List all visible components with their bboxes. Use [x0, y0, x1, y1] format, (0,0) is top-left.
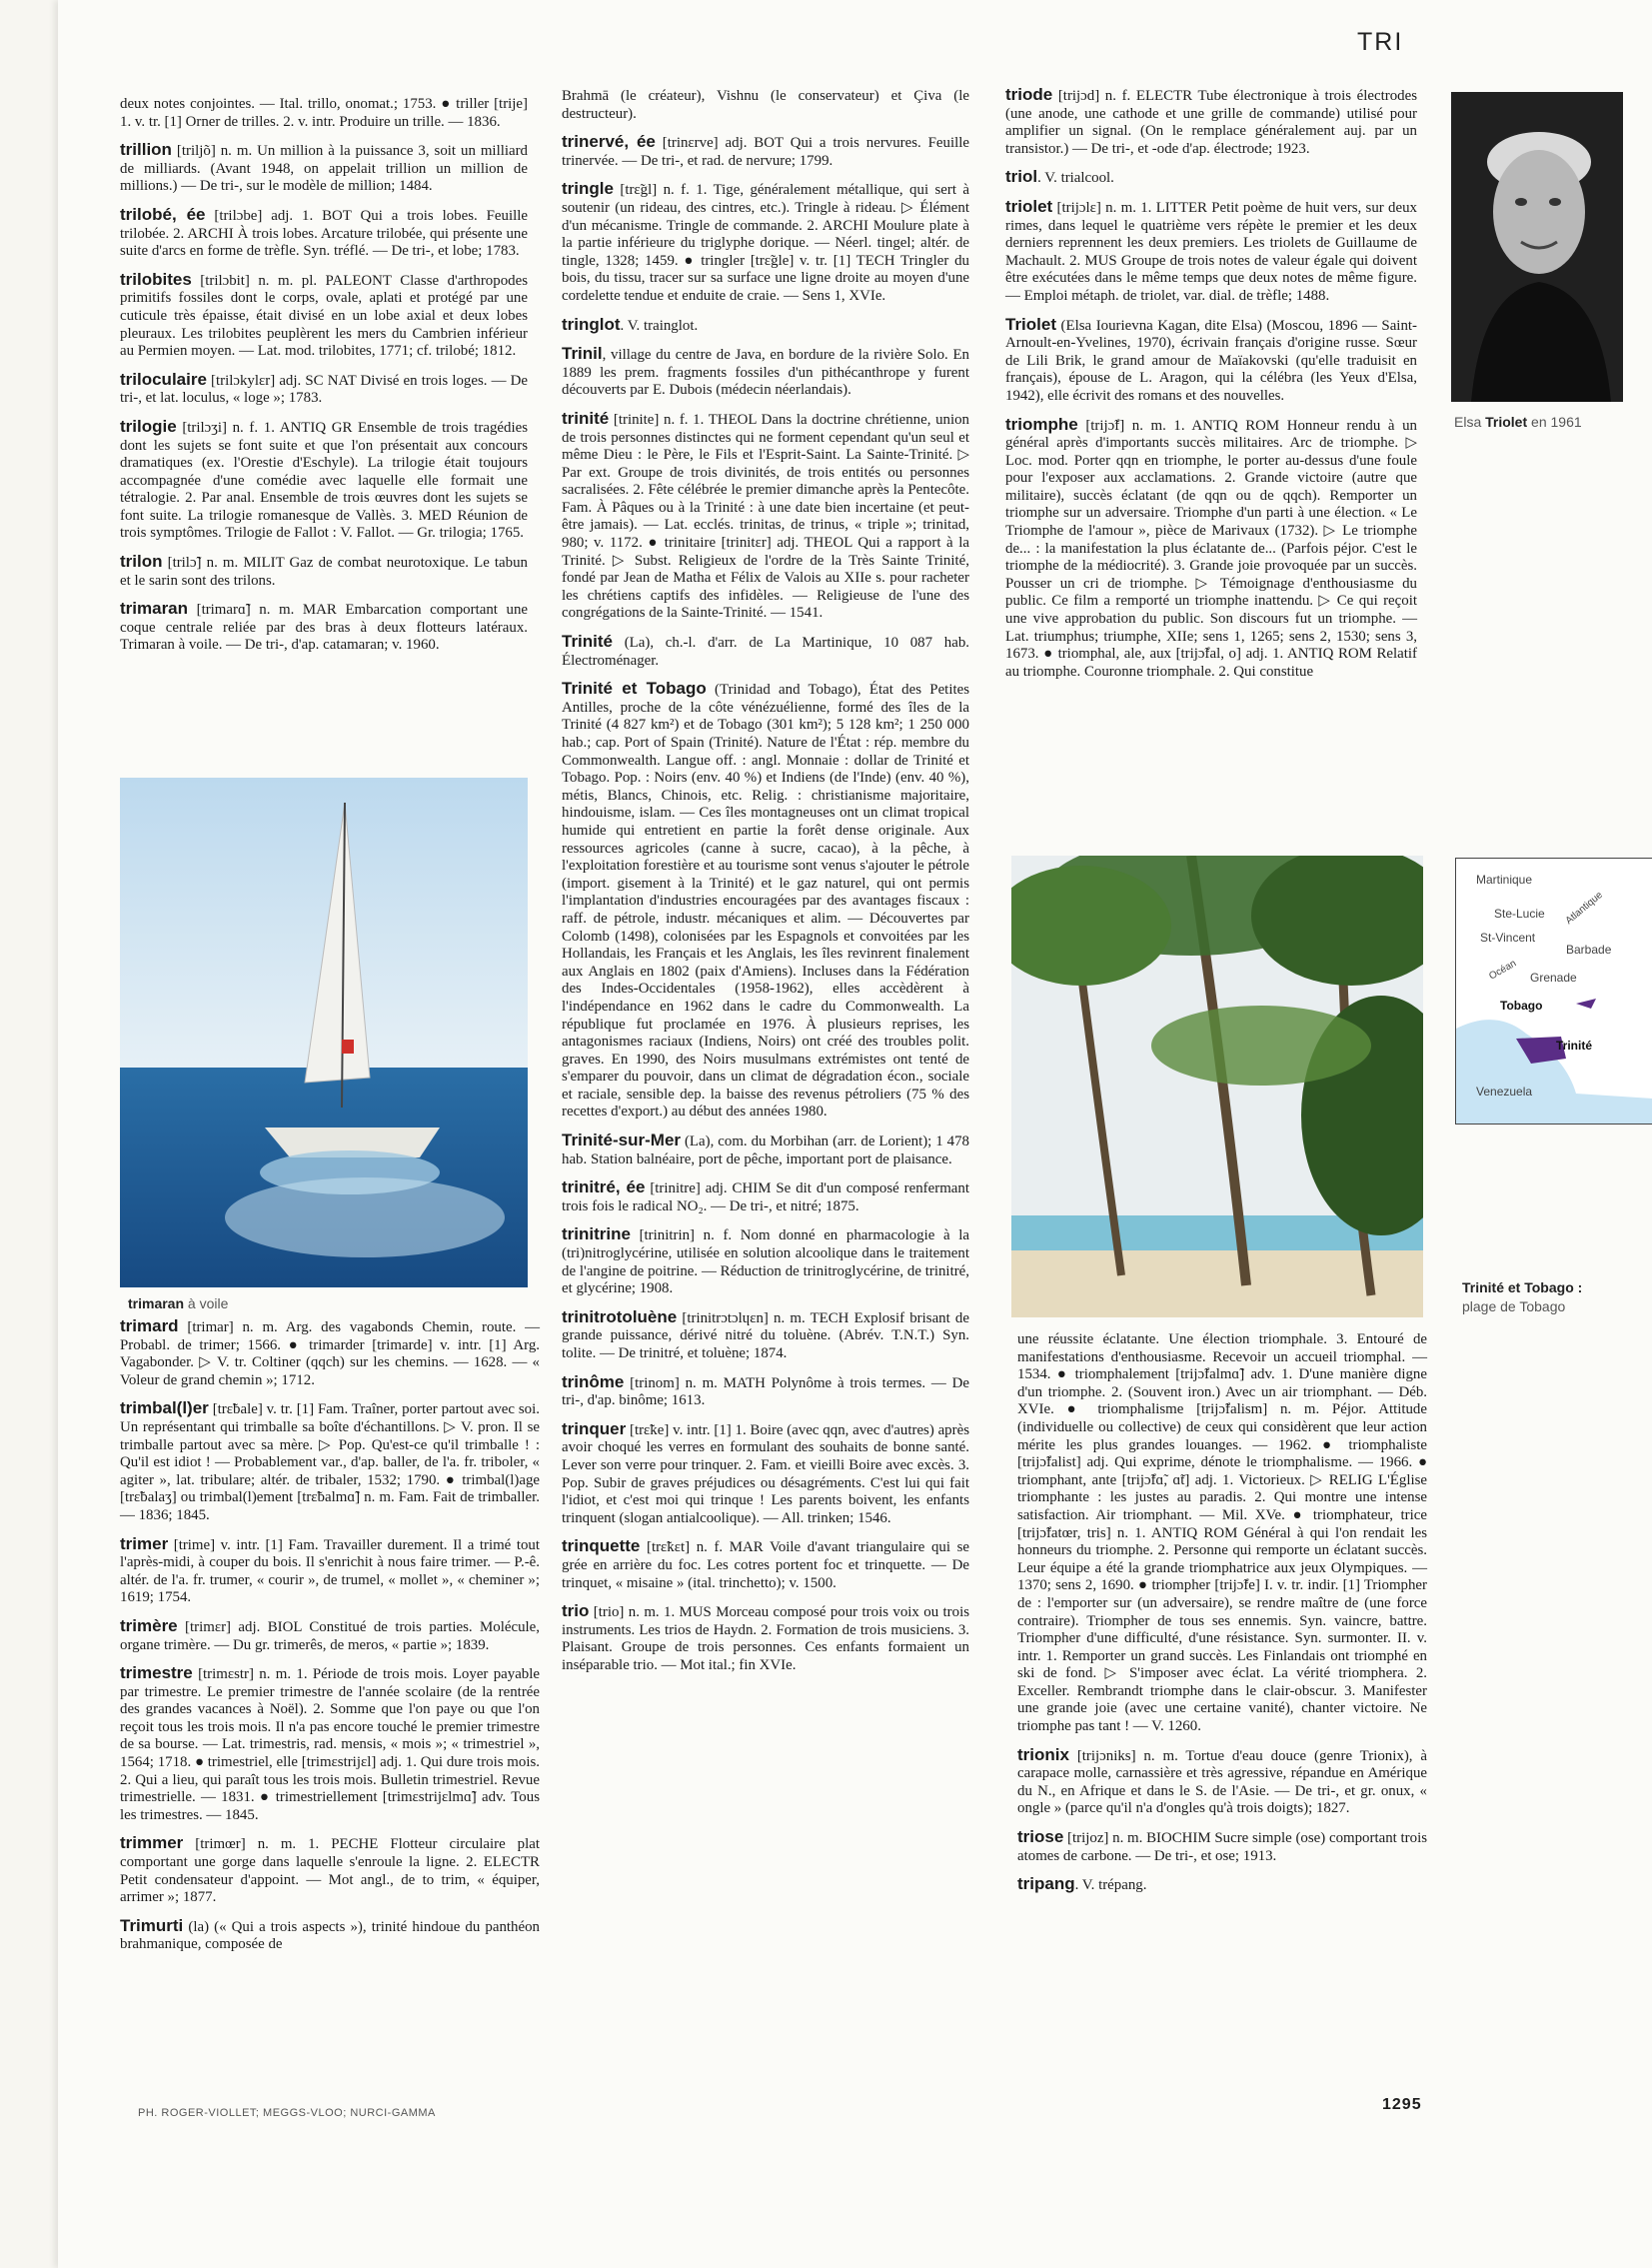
- column-3-bottom: [1017, 1331, 1427, 1905]
- tobago-beach-photo: [1011, 856, 1423, 1317]
- map-label-grenade: Grenade: [1530, 971, 1577, 985]
- triolet-caption: Elsa Triolet en 1961: [1454, 414, 1582, 430]
- entry-trilobe: trilobé, ée [trilɔbe] adj. 1. BOT Qui a trois lobes. Feuille trilobée. 2. ARCHI À trois lobes. Arcature trilobée, qui présente une suite d'arcs en forme de trèfle. Syn. tréflé. — De tri-, et lobe; 1783.: [120, 204, 528, 260]
- entry-trimmer: trimmer [trimœr] n. m. 1. PECHE Flotteur circulaire plat comportant une gorge dans laquelle s'enroule la ligne. 2. ELECTR Petit condensateur d'appoint. — Mot angl., de to trim, « équiper, arrimer »; 1877.: [120, 1833, 540, 1906]
- entry-trio: trio [trio] n. m. 1. MUS Morceau composé pour trois voix ou trois instruments. Les trios de Haydn. 2. Formation de trois musiciens. 3. Plaisant. Groupe de trois personnes. Ces enfants formaient un inséparable trio. — Mot ital.; fin XVIe.: [562, 1601, 969, 1673]
- entry-trimaran: trimaran [trimarɑ̃] n. m. MAR Embarcation comportant une coque centrale reliée par des bras à deux flotteurs latéraux. Trimaran à voile. — De tri-, d'ap. catamaran; v. 1960.: [120, 599, 528, 654]
- palm-beach-illustration: [1011, 856, 1423, 1317]
- column-1-top: [120, 96, 528, 665]
- entry-triomphal-cont: une réussite éclatante. Une élection triomphale. 3. Entouré de manifestations d'enthousiasme. Recevoir un accueil triomphal. — 1534. ● triomphalement [trijɔ̃falmɑ̃] adv. 1. D'une manière digne d'un triomphe. 2. (Souvent iron.) Avec un air triomphant. — Déb. XVIe. ● triomphalisme [trijɔ̃falism] n. m. Péjor. Attitude (individuelle ou collective) de ceux qui considèrent que leur action mérite les plus grandes louanges. — 1962. ● triomphaliste [trijɔ̃falist] adj. Qui exprime, dénote le triomphalisme. — 1966. ● triomphant, ante [trijɔ̃fɑ̃, ɑ̃t] adj. 1. Victorieux. ▷ RELIG L'Église triomphante : les justes au paradis. 2. Qui montre une intense satisfaction. Air triomphant. — Mil. XVe. ● triomphateur, trice [trijɔ̃fatœr, tris] n. 1. ANTIQ ROM Général à qui l'on rendait les honneurs du triomphe. 2. Personne qui remporte un éclatant succès. Leur équipe a été la grande triomphatrice aux jeux Olympiques. — 1370; sens 2, 1690. ● triompher [trijɔ̃fe] I. v. tr. indir. [1] Triompher de : l'emporter sur (un adversaire), se rendre maître de (une force contraire). Triompher de tous ses ennemis. Syn. vaincre, battre. Triompher d'une difficulté, d'une résistance. Syn. surmonter. II. v. intr. 1. Remporter un grand succès. Les Finlandais ont triomphé en ski de fond. ▷ S'imposer avec éclat. La vérité triomphera. 2. Exceller. Rembrandt triomphe dans le clair-obscur. 3. Manifester une grande joie (avec une certaine vanité), chanter victoire. Ne triomphe pas tant ! — V. 1260.: [1017, 1331, 1427, 1735]
- entry-trimer: trimer [trime] v. intr. [1] Fam. Travailler durement. Il a trimé tout l'après-midi, à couper du bois. Il s'enrichit à nous faire trimer. — P.-ê. altér. de l'a. fr. trumer, « courir », de trumel, « mollet », « cheminer »; 1619; 1754.: [120, 1533, 540, 1606]
- entry-triose: triose [trijoz] n. m. BIOCHIM Sucre simple (ose) comportant trois atomes de carbone. — De tri-, et ose; 1913.: [1017, 1827, 1427, 1864]
- trimaran-photo: [120, 778, 528, 1287]
- entry-trimballer: trimbal(l)er [trɛ̃bale] v. tr. [1] Fam. Traîner, porter partout avec soi. Un représentant qui trimballe sa boîte d'échantillons. ▷ V. pron. Il se trimballe partout avec sa mère. ▷ Pop. Qu'est-ce qu'il trimballe ! : Qu'il est idiot ! — Probablement var., d'ap. baller, de l'a. fr. triboler, « agiter », lat. tribulare; altér. de tribaler, 1532; 1790. ● trimbal(l)age [trɛ̃balaʒ] ou trimbal(l)ement [trɛ̃balmɑ̃] n. m. Fam. Fait de trimballer. — 1836; 1845.: [120, 1398, 540, 1523]
- map-label-venezuela: Venezuela: [1476, 1085, 1533, 1099]
- entry-brahma: Brahmā (le créateur), Vishnu (le conservateur) et Çiva (le destructeur).: [562, 88, 969, 122]
- column-3-top: [1005, 86, 1417, 691]
- entry-trinite-martinique: Trinité (La), ch.-l. d'arr. de La Martinique, 10 087 hab. Électroménager.: [562, 632, 969, 669]
- entry-trilobites: trilobites [trilɔbit] n. m. pl. PALEONT Classe d'arthropodes primitifs fossiles dont le corps, ovale, aplati et protégé par une cuticule très épaisse, était divisé en un lobe axial et deux lobes pleuraux. Les trilobites peuplèrent les mers du Cambrien inférieur au Permien moyen. — Lat. mod. trilobites, 1771; cf. trilobé; 1812.: [120, 269, 528, 360]
- entry-trinquer: trinquer [trɛ̃ke] v. intr. [1] 1. Boire (avec qqn, avec d'autres) après avoir choqué les verres en formulant des souhaits de bonne santé. Lever son verre pour trinquer. 2. Fam. et vieilli Boire avec excès. 3. Pop. Subir de graves préjudices ou désagréments. C'est lui qui fait l'idiot, et c'est moi qui trinque ! Les parents boivent, les enfants trinquent (slogan antialcoolique). — All. trinken; 1546.: [562, 1418, 969, 1526]
- column-1-bottom: [120, 1317, 540, 1964]
- map-label-martinique: Martinique: [1476, 873, 1533, 887]
- trinite-caption: Trinité et Tobago : plage de Tobago: [1462, 1279, 1583, 1314]
- map-label-ocean: Océan: [1487, 958, 1519, 983]
- entry-triolet: triolet [trijɔlɛ] n. m. 1. LITTER Petit poème de huit vers, sur deux rimes, dans lequel le quatrième vers répète le premier et les deux derniers reprennent les deux premiers. Les triolets de Guillaume de Machault. 2. MUS Groupe de trois notes de valeur égale qui doivent être exécutées dans le même temps que deux notes de même figure. — Emploi métaph. de triolet, var. dial. de trèfle; 1488.: [1005, 196, 1417, 304]
- portrait-illustration: [1451, 92, 1623, 402]
- running-head: TRI: [1357, 28, 1404, 56]
- entry-triolet-elsa: Triolet (Elsa Iourievna Kagan, dite Elsa) (Moscou, 1896 — Saint-Arnoult-en-Yvelines, 1970), écrivain français d'origine russe. Sœur de Lili Brik, le grand amour de Maïakovski (qu'elle traduisit en français), épouse de L. Aragon, qui la célébra (les Yeux d'Elsa, 1942), elle écrivit des romans et des nouvelles.: [1005, 314, 1417, 404]
- entry-tringlot: tringlot. V. trainglot.: [562, 314, 699, 334]
- trimaran-caption: trimaran à voile: [128, 1295, 229, 1311]
- entry-trinil: Trinil, village du centre de Java, en bordure de la rivière Solo. En 1889 les prem. fragments fossiles d'un pithécanthrope y furent découverts par E. Dubois (médecin néerlandais).: [562, 344, 969, 399]
- entry-trillion: trillion [trilјõ] n. m. Un million à la puissance 3, soit un milliard de milliards. (Avant 1948, on appelait trillion un million de millions.) — De tri-, sur le modèle de million; 1484.: [120, 140, 528, 195]
- entry-triller: deux notes conjointes. — Ital. trillo, onomat.; 1753. ● triller [trije] 1. v. tr. [1] Orner de trilles. 2. v. intr. Produire un trille. — 1836.: [120, 96, 528, 130]
- photo-credits: PH. ROGER-VIOLLET; MEGGS-VLOO; NURCI-GAMMA: [138, 2107, 436, 2119]
- map-label-st-vincent: St-Vincent: [1480, 931, 1536, 945]
- entry-tripang: tripang. V. trépang.: [1017, 1874, 1147, 1894]
- entry-trilogie: trilogie [trilɔʒi] n. f. 1. ANTIQ GR Ensemble de trois tragédies dont les sujets se font suite et que l'on présentait aux concours dramatiques (ex. l'Orestie d'Eschyle). La trilogie était toujours accompagnée d'une comédie avec laquelle elle formait une tétralogie. 2. Par anal. Ensemble de trois œuvres dont les sujets se font suite. La trilogie romanesque de Vallès. 3. MED Réunion de trois symptômes. Trilogie de Fallot : V. Fallot. — Gr. trilogia; 1765.: [120, 416, 528, 542]
- entry-trinite-sur-mer: Trinité-sur-Mer (La), com. du Morbihan (arr. de Lorient); 1 478 hab. Station balnéaire, port de pêche, important port de plaisance.: [562, 1131, 969, 1167]
- map-label-atlantique: Atlantique: [1563, 889, 1605, 928]
- entry-trimard: trimard [trimar] n. m. Arg. des vagabonds Chemin, route. — Probabl. de trimer; 1566. ● trimarder [trimarde] v. intr. [1] Arg. Vagabonder. ▷ V. tr. Coltiner (qqch) sur les chemins. — 1628. — « Voleur de grand chemin »; 1712.: [120, 1316, 540, 1388]
- entry-triol: triol. V. trialcool.: [1005, 167, 1114, 187]
- entry-tringle: tringle [trɛ̃gl] n. f. 1. Tige, généralement métallique, qui sert à soutenir (un rideau, des cintres, etc.). Tringle à rideau. ▷ Élément d'un mécanisme. Tringle de commande. 2. ARCHI Moulure plate à la partie inférieure du triglyphe dorique. — Néerl. tingel; altér. de tingle, 1328; 1459. ● tringler [trɛ̃gle] v. tr. [1] TECH Tringler du bois, du tissu, tracer sur sa surface une ligne droite au moyen d'une cordelette tendue et enduite de craie. — Sens 1, XVIe.: [562, 179, 969, 304]
- entry-trinitrotoluene: trinitrotoluène [trinitrɔtɔlɥɛn] n. m. TECH Explosif brisant de grande puissance, dérivé nitré du toluène. (Abrév. T.N.T.) Syn. tolite. — De trinitré, et toluène; 1874.: [562, 1306, 969, 1361]
- entry-triode: triode [trijɔd] n. f. ELECTR Tube électronique à trois électrodes (une anode, une cathode et une grille de commande) utilisé pour amplifier un signal. (On le remplace généralement auj. par un transistor.) — De tri-, et -ode d'ap. électrode; 1923.: [1005, 85, 1417, 157]
- map-label-ste-lucie: Ste-Lucie: [1494, 907, 1545, 921]
- entry-trimere: trimère [trimɛr] adj. BIOL Constitué de trois parties. Molécule, organe trimère. — Du gr. trimerês, de meros, « partie »; 1839.: [120, 1615, 540, 1653]
- entry-trinerve: trinervé, ée [trinɛrve] adj. BOT Qui a trois nervures. Feuille trinervée. — De tri-, et rad. de nervure; 1799.: [562, 132, 969, 169]
- caribbean-map: [1455, 858, 1652, 1125]
- sailboat-illustration: [120, 778, 528, 1287]
- entry-trinitrine: trinitrine [trinitrin] n. f. Nom donné en pharmacologie à la (tri)nitroglycérine, utilisée en solution alcoolique dans le traitement de l'angine de poitrine. — Réduction de trinitroglycérine, de trinitré, et glycérine; 1908.: [562, 1224, 969, 1297]
- entry-trionix: trionix [trijɔniks] n. m. Tortue d'eau douce (genre Trionix), à carapace molle, carnassière et très agressive, répandue en Amérique du N., en Afrique et dans le S. de l'Asie. — De tri-, et gr. onux, « ongle » (parce qu'il n'a d'ongles qu'à trois doigts); 1827.: [1017, 1744, 1427, 1817]
- entry-trilon: trilon [trilɔ̃] n. m. MILIT Gaz de combat neurotoxique. Le tabun et le sarin sont des trilons.: [120, 552, 528, 589]
- entry-triloculaire: triloculaire [trilɔkylɛr] adj. SC NAT Divisé en trois loges. — De tri-, et lat. loculus, « loge »; 1783.: [120, 369, 528, 407]
- entry-triomphe: triomphe [trijɔ̃f] n. m. 1. ANTIQ ROM Honneur rendu à un général après d'importants succès militaires. Arc de triomphe. ▷ Loc. mod. Porter qqn en triomphe, le porter au-dessus d'une foule pour l'exposer aux acclamations. 2. Grande victoire (autre que militaire), succès éclatant (de qqn ou de qqch). Remporter un triomphe sur un adversaire. Triomphe d'un parti à une élection. « Le Triomphe de l'amour », pièce de Marivaux (1732). ▷ Le triomphe de... : la manifestation la plus éclatante de... (Parfois péjor. C'est le triomphe de la médiocrité). 3. Grande joie provoquée par un succès. Pousser un cri de triomphe. ▷ Témoignage d'enthousiasme du public. Ce film a remporté un triomphe inattendu. ▷ Ce qui reçoit une vive approbation du public. Son discours fut un triomphe. — Lat. triumphus; triumphe, XIIe; sens 1, 1265; sens 2, 1530; sens 3, 1673. ● triomphal, ale, aux [trijɔ̃fal, o] adj. 1. ANTIQ ROM Relatif au triomphe. Couronne triomphale. 2. Qui constitue: [1005, 414, 1417, 680]
- entry-trimestre: trimestre [trimɛstr] n. m. 1. Période de trois mois. Loyer payable par trimestre. Le premier trimestre de l'année scolaire (de la rentrée des grandes vacances à Noël). 2. Somme que l'on paye ou que l'on reçoit tous les trois mois. Il n'a pas encore touché le premier trimestre de sa bourse. — Lat. trimestris, rad. mensis, « mois »; « trimestriel », 1564; 1718. ● trimestriel, elle [trimɛstrijɛl] adj. 1. Qui dure trois mois. 2. Qui a lieu, qui paraît tous les trois mois. Bulletin trimestriel. Revue trimestrielle. — 1831. ● trimestriellement [trimɛstrijɛlmɑ̃] adv. Tous les trimestres. — 1845.: [120, 1663, 540, 1823]
- map-label-barbade: Barbade: [1566, 943, 1612, 957]
- entry-trinite: trinité [trinite] n. f. 1. THEOL Dans la doctrine chrétienne, union de trois personnes distinctes qui ne forment cependant qu'un seul et même Dieu : le Père, le Fils et l'Esprit-Saint. La Sainte-Trinité. ▷ Par ext. Groupe de trois divinités, de trois entités ou personnes sacralisées. 2. Fête célébrée le premier dimanche après la Pentecôte. Fam. À Pâques ou à la Trinité : à une date bien incertaine (et peut-être jamais). — Lat. ecclés. trinitas, de trinus, « triple »; trinitad, 980; v. 1172. ● trinitaire [trinitɛr] adj. THEOL Qui a rapport à la Trinité. ▷ Subst. Religieux de l'ordre de la Très Sainte Trinité, fondé par Jean de Matha et Félix de Valois au XIIe s. pour racheter les chrétiens captifs des infidèles. — Religieuse de l'une des congrégations de la Sainte-Trinité. — 1541.: [562, 408, 969, 622]
- entry-trinite-et-tobago: Trinité et Tobago (Trinidad and Tobago), État des Petites Antilles, proche de la côte vénézuélienne, formé des îles de la Trinité (4 827 km²) et de Tobago (301 km²); 5 128 km²; 1 250 000 hab.; cap. Port of Spain (Trinité). Nature de l'État : rép. membre du Commonwealth. Langue off. : angl. Monnaie : dollar de Trinité et Tobago. Pop. : Noirs (env. 40 %) et Indiens (de l'Inde) (env. 40 %), métis, Blancs, Chinois, etc. Relig. : christianisme majoritaire, hindouisme, islam. — Ces îles montagneuses ont un climat tropical humide qui entretient en partie la forêt dense originale. Aux ressources agricoles (canne à sucre, cacao), à la pêche, à l'exploitation forestière et au tourisme sont venus s'ajouter le pétrole (import. gisement à la Trinité) et le gaz naturel, qui ont permis l'implantation d'industries encouragées par des avantages fiscaux : raff. de pétrole, industr. mécaniques et alim. — Découvertes par Colomb (1498), colonisées par les Espagnols et convoitées par les Hollandais, les Français et les Anglais, les îles revinrent finalement aux Anglais en 1802 (paix d'Amiens). Incluses dans la Fédération des Indes-Occidentales (1958-1962), elles accèdèrent à l'indépendance en 1962 dans le cadre du Commonwealth. La république fut proclamée en 1976. À plusieurs reprises, les antagonismes raciaux (Indiens, Noirs) ont créé des troubles polit. graves. En 1990, des Noirs musulmans extrémistes ont tenté de s'emparer du pouvoir, dans un climat de dégradation écon., sociale et raciale, sensible dep. la baisse des revenus pétroliers (75 % des recettes d'export.) au début des années 1980.: [562, 679, 969, 1121]
- map-label-trinite: Trinité: [1556, 1039, 1593, 1053]
- entry-trinitre: trinitré, ée [trinitre] adj. CHIM Se dit d'un composé renfermant trois fois le radical NO₂. — De tri-, et nitré; 1875.: [562, 1177, 969, 1214]
- entry-trinome: trinôme [trinom] n. m. MATH Polynôme à trois termes. — De tri-, d'ap. binôme; 1613.: [562, 1371, 969, 1409]
- entry-trimurti: Trimurti (la) (« Qui a trois aspects »), trinité hindoue du panthéon brahmanique, composée de: [120, 1915, 540, 1953]
- map-label-tobago: Tobago: [1500, 999, 1543, 1013]
- page-number: 1295: [1382, 2096, 1422, 2113]
- entry-trinquette: trinquette [trɛ̃kɛt] n. f. MAR Voile d'avant triangulaire qui se grée en arrière du foc. Les cotres portent foc et trinquette. — De trinquet, « misaine » (ital. trinchetto); v. 1500.: [562, 1536, 969, 1591]
- column-2: [562, 88, 969, 1685]
- elsa-triolet-photo: [1451, 92, 1623, 402]
